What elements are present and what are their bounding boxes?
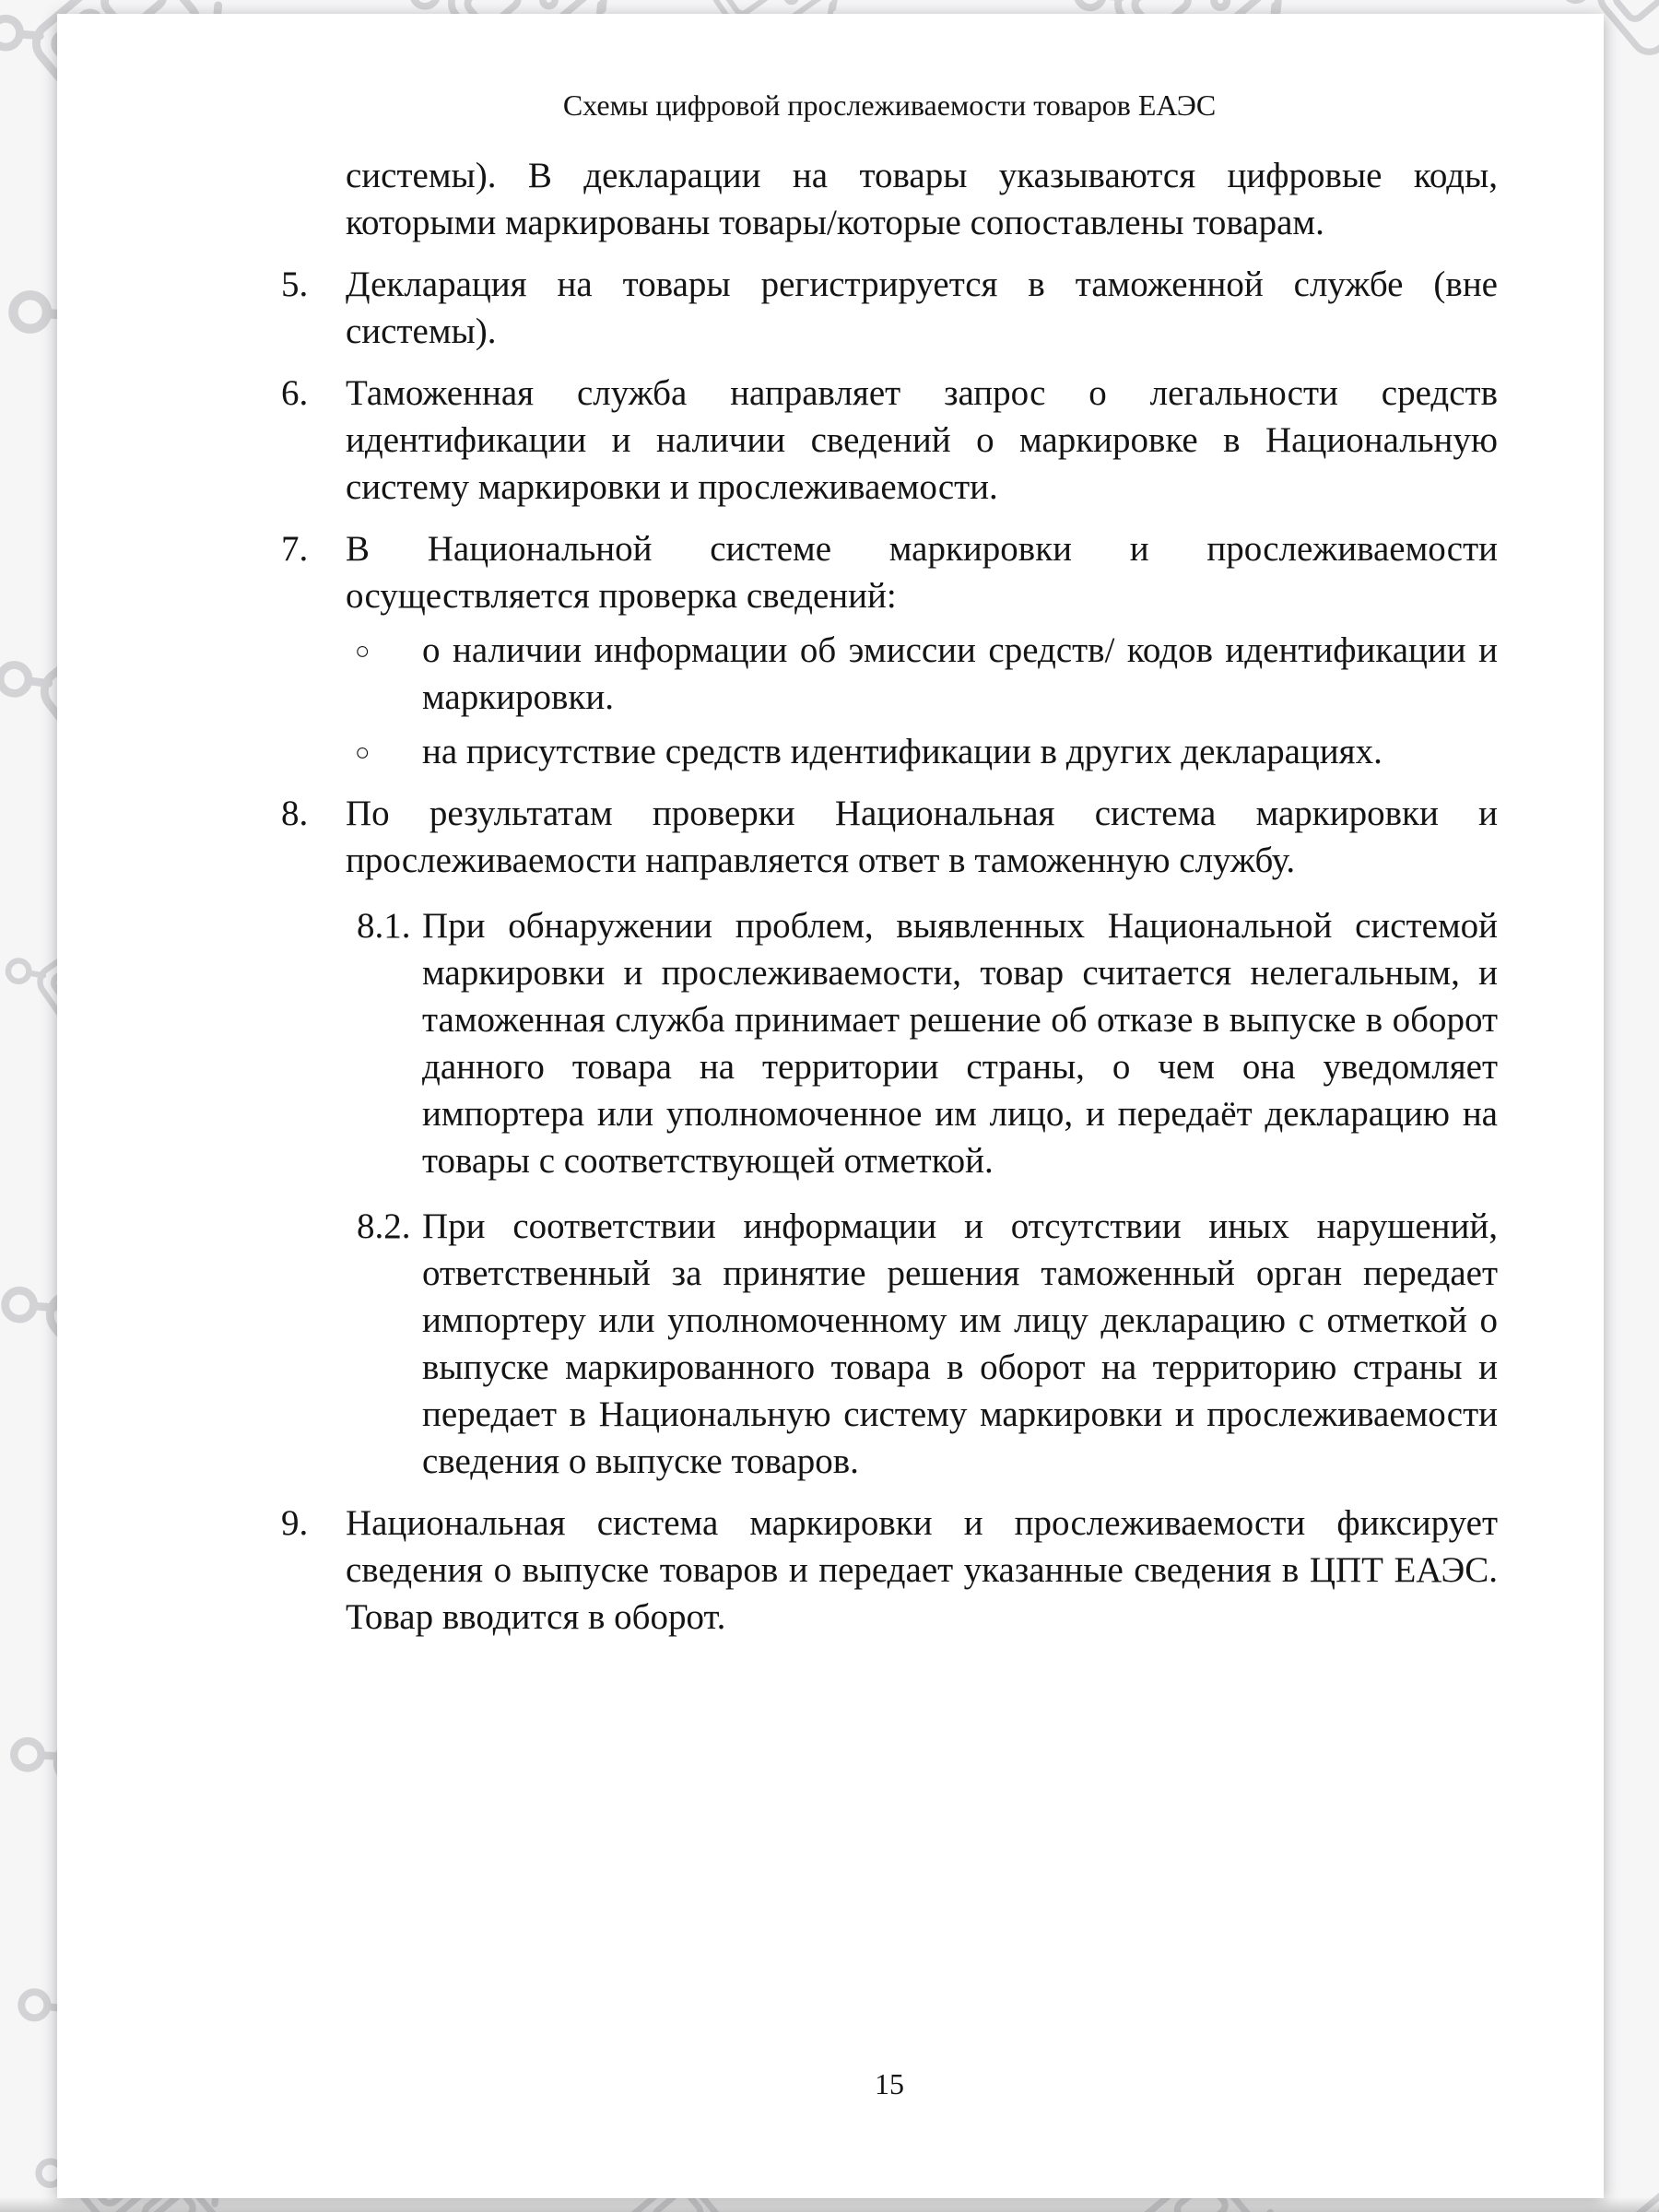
text-line: маркировки. [422,677,615,717]
sub-item-8-2 [281,1203,1498,1485]
text-line: При обнаружении проблем, выявленных Национальной системой [422,906,1498,946]
list-marker: 8. [281,794,309,833]
text-line: Таможенная служба направляет запрос о легальности средств [346,373,1498,413]
text-line: которыми маркированы товары/которые сопоставлены товарам. [346,203,1324,242]
text-line: систему маркировки и прослеживаемости. [346,467,998,507]
text-line: Декларация на товары регистрируется в таможенной службе (вне [346,265,1498,304]
list-marker: 6. [281,373,309,413]
list-item-7 [281,525,1498,619]
list-item-5 [281,261,1498,355]
text-line: В Национальной системе маркировки и прослеживаемости [346,529,1498,569]
intro-paragraph [281,152,1498,246]
text-line: импортера или уполномоченное им лицо, и передаёт декларацию на [422,1094,1498,1134]
text-line: идентификации и наличии сведений о маркировке в Национальную [346,420,1498,460]
text-line: на присутствие средств идентификации в других декларациях. [422,732,1382,771]
text-line: передает в Национальную систему маркировки и прослеживаемости [422,1394,1498,1434]
list-item-8 [281,790,1498,884]
list-marker: 7. [281,529,309,569]
sub-item-8-1 [281,902,1498,1184]
document-page [57,14,1604,2198]
text-line: ответственный за принятие решения таможенный орган передает [422,1253,1498,1293]
text-line: таможенная служба принимает решение об отказе в выпуске в оборот [422,1000,1498,1040]
text-line: импортеру или уполномоченному им лицу декларацию с отметкой о [422,1300,1498,1340]
list-marker: 9. [281,1503,309,1543]
text-line: прослеживаемости направляется ответ в таможенную службу. [346,841,1296,880]
text-line: системы). В декларации на товары указываются цифровые коды, [346,156,1498,195]
bottom-edge-shadow [0,2197,1659,2212]
bullet-marker-icon: ○ [355,637,371,665]
running-header: Схемы цифровой прослеживаемости товаров ЕАЭС [562,88,1217,122]
document-body [281,152,1498,1641]
text-line: Национальная система маркировки и прослеживаемости фиксирует [346,1503,1498,1543]
text-line: сведения о выпуске товаров и передает указанные сведения в ЦПТ ЕАЭС. [346,1550,1498,1590]
list-item-6 [281,370,1498,511]
text-line: товары с соответствующей отметкой. [422,1141,994,1181]
text-line: данного товара на территории страны, о чем она уведомляет [422,1047,1498,1087]
list-marker: 5. [281,265,309,304]
bullet-item [281,627,1498,721]
bullet-item [281,728,1498,775]
text-line: сведения о выпуске товаров. [422,1441,859,1481]
page-number: 15 [875,2067,904,2100]
bullet-marker-icon: ○ [355,738,371,766]
text-line: По результатам проверки Национальная система маркировки и [346,794,1498,833]
text-line: осуществляется проверка сведений: [346,576,897,616]
text-line: маркировки и прослеживаемости, товар считается нелегальным, и [422,953,1498,993]
text-line: выпуске маркированного товара в оборот на территорию страны и [422,1347,1498,1387]
list-marker: 8.1. [357,906,411,946]
text-line: системы). [346,312,497,351]
text-line: Товар вводится в оборот. [346,1597,726,1637]
list-item-9 [281,1500,1498,1641]
text-line: При соответствии информации и отсутствии иных нарушений, [422,1206,1498,1246]
list-marker: 8.2. [357,1206,411,1246]
text-line: о наличии информации об эмиссии средств/ кодов идентификации и [422,630,1498,670]
